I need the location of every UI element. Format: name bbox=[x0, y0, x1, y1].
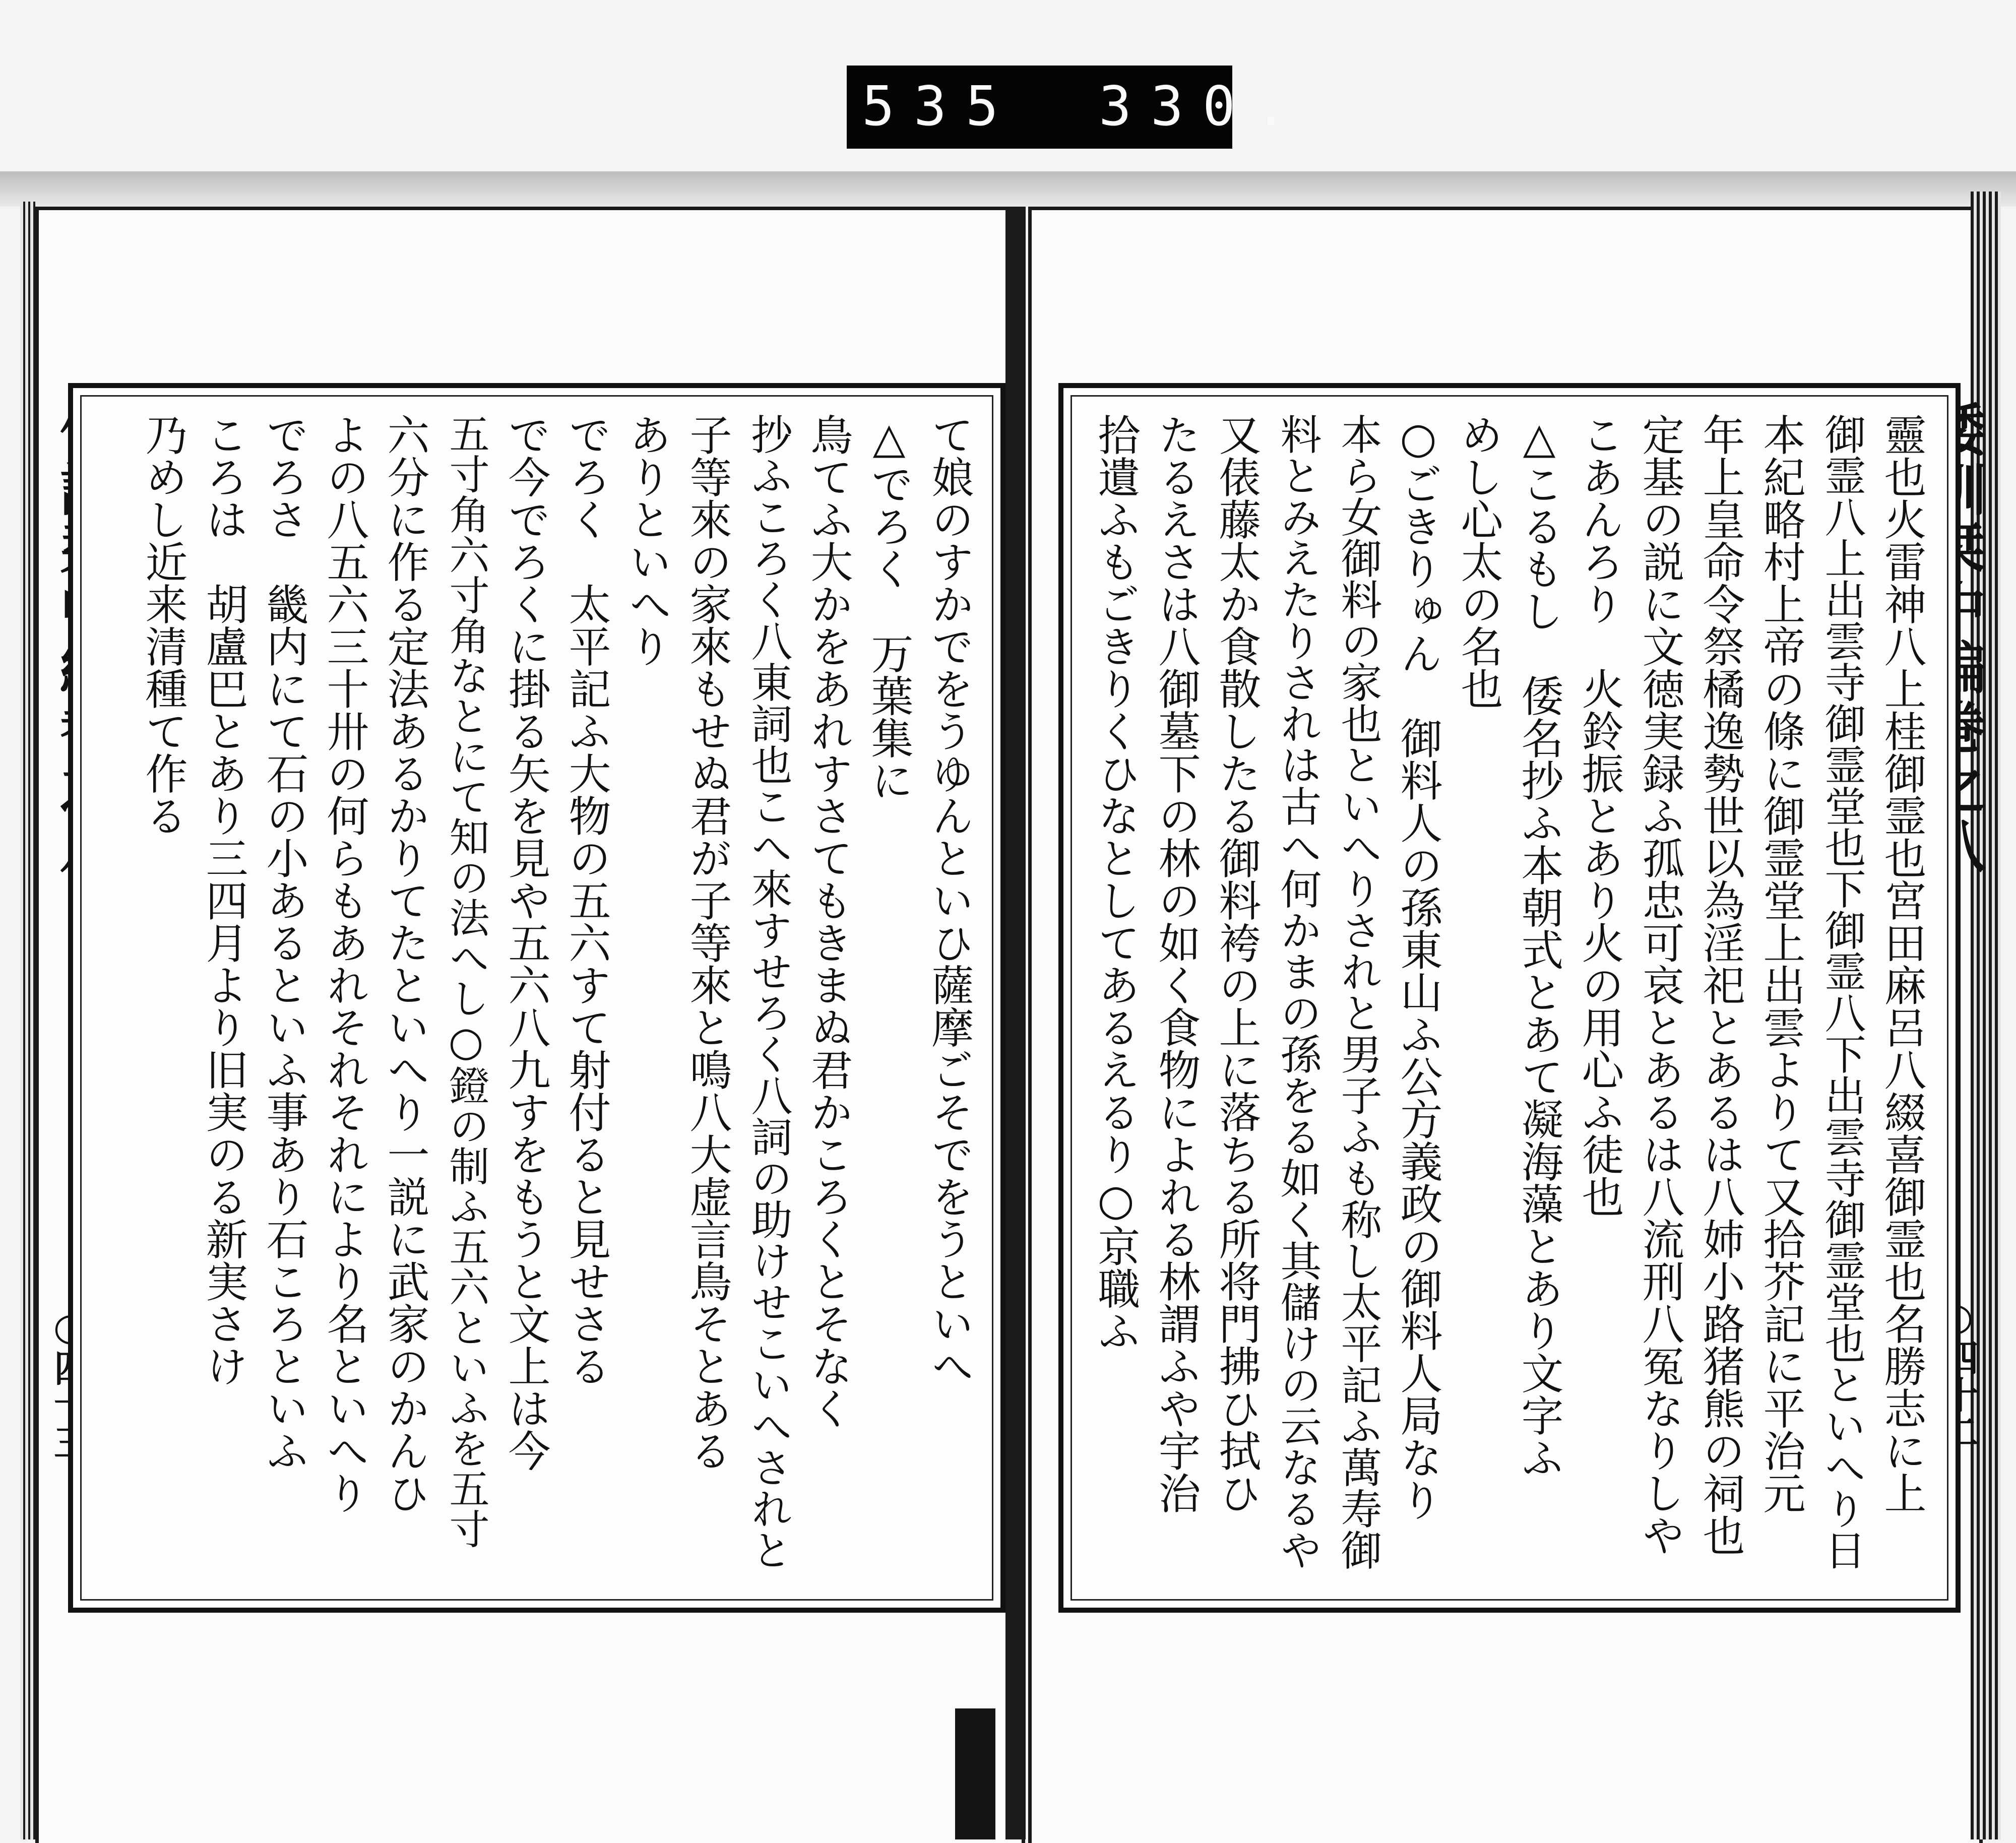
text-column: 料とみえたりされは古へ何かまの孫をる如く其儲けの云なるや bbox=[1274, 413, 1321, 1570]
text-column: 本ら女御料の家也といへりされと男子ふも称し太平記ふ萬寿御 bbox=[1334, 413, 1382, 1570]
text-column: △こるもし 倭名抄ふ本朝式とあて凝海藻とあり文字ふ bbox=[1515, 413, 1564, 1479]
text-column: 五寸角六寸角なとにて知の法へし○鐙の制ふ五六といふを五寸 bbox=[443, 413, 489, 1549]
book-gutter bbox=[1005, 207, 1026, 1839]
text-column: て娘のすかでをうゆんといひ薩摩ごそでをうといへ bbox=[925, 413, 974, 1387]
text-column: でろさ 畿内にて石の小あるといふ事あり石ころといふ bbox=[260, 413, 309, 1472]
text-column: △でろく 万葉集に bbox=[864, 413, 914, 801]
text-column: 抄ふころく八東詞也こへ來すせろく八詞の助けせこいへされと bbox=[744, 413, 792, 1570]
text-column: 乃めし近来清種て作る bbox=[139, 413, 188, 837]
text-column: 年上皇命令祭橘逸勢世以為淫祀とあるは八姉小路猪熊の祠也 bbox=[1696, 413, 1745, 1556]
text-column: 子等來の家來もせぬ君が子等來と鳴八大虚言鳥そとある bbox=[683, 413, 732, 1472]
text-column: 御霊八上出雲寺御霊堂也下御霊八下出雲寺御霊堂也といへり日 bbox=[1818, 413, 1866, 1570]
text-column: 又俵藤太か食散したる御料袴の上に落ちる所将門拂ひ拭ひ bbox=[1212, 413, 1262, 1514]
text-column: こあんろり 火鈴振とあり火の用心ふ徒也 bbox=[1575, 413, 1624, 1218]
text-column: 鳥てふ大かをあれすさてもきまぬ君かころくとそなく bbox=[804, 413, 853, 1429]
gutter-shadow bbox=[955, 1708, 995, 1839]
left-page-edges bbox=[20, 202, 35, 1839]
text-column: 六分に作る定法あるかりてたといへり一説に武家のかんひ bbox=[381, 413, 430, 1514]
text-column: でろく 太平記ふ大物の五六すて射付ると見せさる bbox=[562, 413, 611, 1387]
text-column: で今でろくに掛る矢を見や五六八九すをもうと文上は今 bbox=[501, 413, 551, 1472]
frame-number-right: 330. bbox=[1099, 75, 1307, 138]
microfilm-frame-label bbox=[847, 66, 1307, 149]
text-column: 拾遺ふもごきりくひなとしてあるえるり○京職ふ bbox=[1091, 413, 1141, 1352]
text-column: めし心太の名也 bbox=[1454, 413, 1503, 710]
text-column: 定基の説に文徳実録ふ孤忠可哀とあるは八流刑八冤なりしや bbox=[1635, 413, 1685, 1556]
text-column: 本紀略村上帝の條に御霊堂上出雲よりて又拾芥記に平治元 bbox=[1756, 413, 1806, 1514]
text-column: ありといへり bbox=[622, 413, 672, 667]
text-column: 靈也火雷神八上桂御霊也宮田麻呂八綴喜御霊也名勝志に上 bbox=[1877, 413, 1927, 1514]
binding-shadow bbox=[0, 171, 2016, 207]
frame-number-left: 535 bbox=[862, 75, 1018, 138]
text-column: たるえさは八御墓下の林の如く食物によれる林謂ふや宇治 bbox=[1152, 413, 1201, 1514]
text-column: よの八五六三十卅の何らもあれそれそれにより名といへり bbox=[320, 413, 369, 1514]
text-column: ○ごきりゅん 御料人の孫東山ふ公方義政の御料人局なり bbox=[1394, 413, 1443, 1521]
text-column: ころは 胡盧巴とあり三四月より旧実のる新実さけ bbox=[199, 413, 248, 1387]
